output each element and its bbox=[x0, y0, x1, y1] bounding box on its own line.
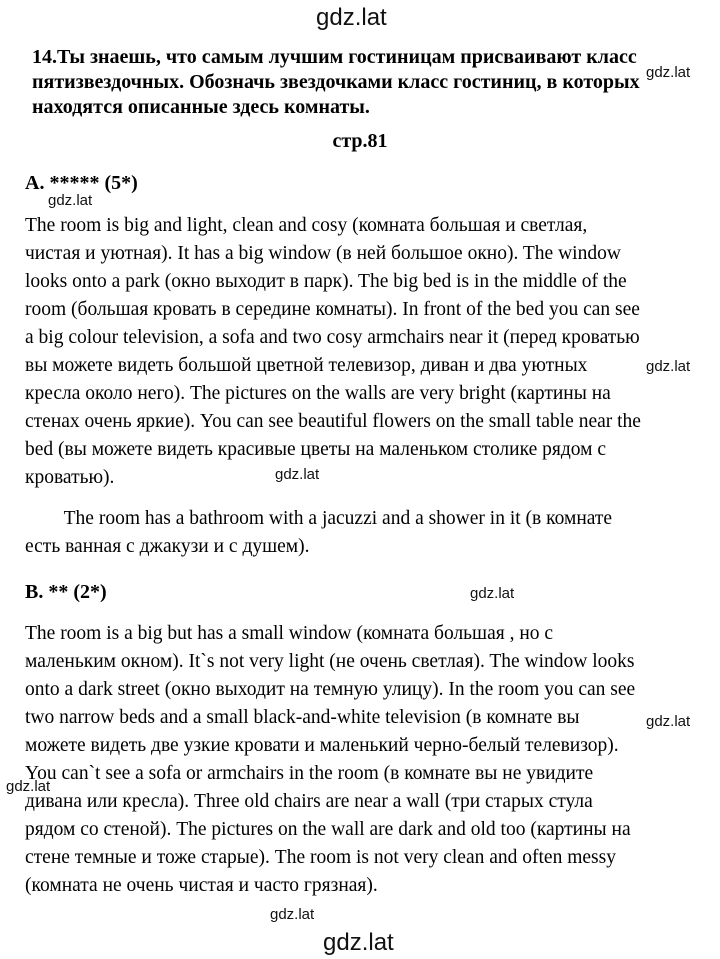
watermark: gdz.lat bbox=[6, 778, 51, 795]
watermark: gdz.lat bbox=[48, 192, 93, 209]
text-line: (комната не очень чистая и часто грязная). bbox=[25, 875, 378, 896]
section-b-heading: B. ** (2*) bbox=[25, 581, 107, 603]
watermark: gdz.lat bbox=[646, 358, 691, 375]
text-line: чистая и уютная). It has a big window (в ней большое окно). The window bbox=[25, 243, 621, 264]
text-line: кроватью). bbox=[25, 467, 115, 488]
watermark: gdz.lat bbox=[275, 466, 320, 483]
task-line: 14.Ты знаешь, что самым лучшим гостиницам присваивают класс bbox=[32, 46, 637, 68]
watermark: gdz.lat bbox=[323, 929, 394, 956]
text-line: looks onto a park (окно выходит в парк). The big bed is in the middle of the bbox=[25, 271, 627, 292]
text-line: кресла около него). The pictures on the walls are very bright (картины на bbox=[25, 383, 611, 404]
watermark: gdz.lat bbox=[470, 585, 515, 602]
task-line: пятизвездочных. Обозначь звездочками класс гостиниц, в которых bbox=[32, 71, 640, 93]
section-a-paragraph bbox=[25, 212, 693, 492]
text-line: room (большая кровать в середине комнаты). In front of the bed you can see bbox=[25, 299, 640, 320]
task-statement bbox=[32, 45, 682, 120]
text-line: The room is a big but has a small window (комната большая , но с bbox=[25, 623, 554, 644]
text-line: стене темные и тоже старые). The room is not very clean and often messy bbox=[25, 847, 616, 868]
watermark: gdz.lat bbox=[646, 713, 691, 730]
text-line: рядом со стеной). The pictures on the wall are dark and old too (картины на bbox=[25, 819, 631, 840]
watermark: gdz.lat bbox=[646, 64, 691, 81]
text-line: можете видеть две узкие кровати и маленький черно-белый телевизор). bbox=[25, 735, 619, 756]
text-line: The room is big and light, clean and cosy (комната большая и светлая, bbox=[25, 215, 588, 236]
text-line: стенах очень яркие). You can see beautiful flowers on the small table near the bbox=[25, 411, 641, 432]
text-line: a big colour television, a sofa and two cosy armchairs near it (перед кроватью bbox=[25, 327, 640, 348]
text-line: onto a dark street (окно выходит на темную улицу). In the room you can see bbox=[25, 679, 636, 700]
text-line: вы можете видеть большой цветной телевизор, диван и два уютных bbox=[25, 355, 588, 376]
text-line: You can`t see a sofa or armchairs in the room (в комнате вы не увидите bbox=[25, 763, 594, 784]
text-line: The room has a bathroom with a jacuzzi and a shower in it (в комнате bbox=[25, 508, 613, 529]
watermark: gdz.lat bbox=[270, 906, 315, 923]
section-a-paragraph-2 bbox=[25, 505, 693, 561]
text-line: bed (вы можете видеть красивые цветы на маленьком столике рядом с bbox=[25, 439, 607, 460]
section-a-heading: A. ***** (5*) bbox=[25, 172, 138, 194]
watermark: gdz.lat bbox=[316, 4, 387, 31]
text-line: two narrow beds and a small black-and-white television (в комнате вы bbox=[25, 707, 580, 728]
text-line: дивана или кресла). Three old chairs are near a wall (три старых стула bbox=[25, 791, 593, 812]
task-line: находятся описанные здесь комнаты. bbox=[32, 96, 370, 118]
page-reference: стр.81 bbox=[332, 130, 388, 152]
section-b-paragraph bbox=[25, 620, 693, 900]
text-line: маленьким окном). It`s not very light (не очень светлая). The window looks bbox=[25, 651, 635, 672]
text-line: есть ванная с джакузи и с душем). bbox=[25, 536, 310, 557]
